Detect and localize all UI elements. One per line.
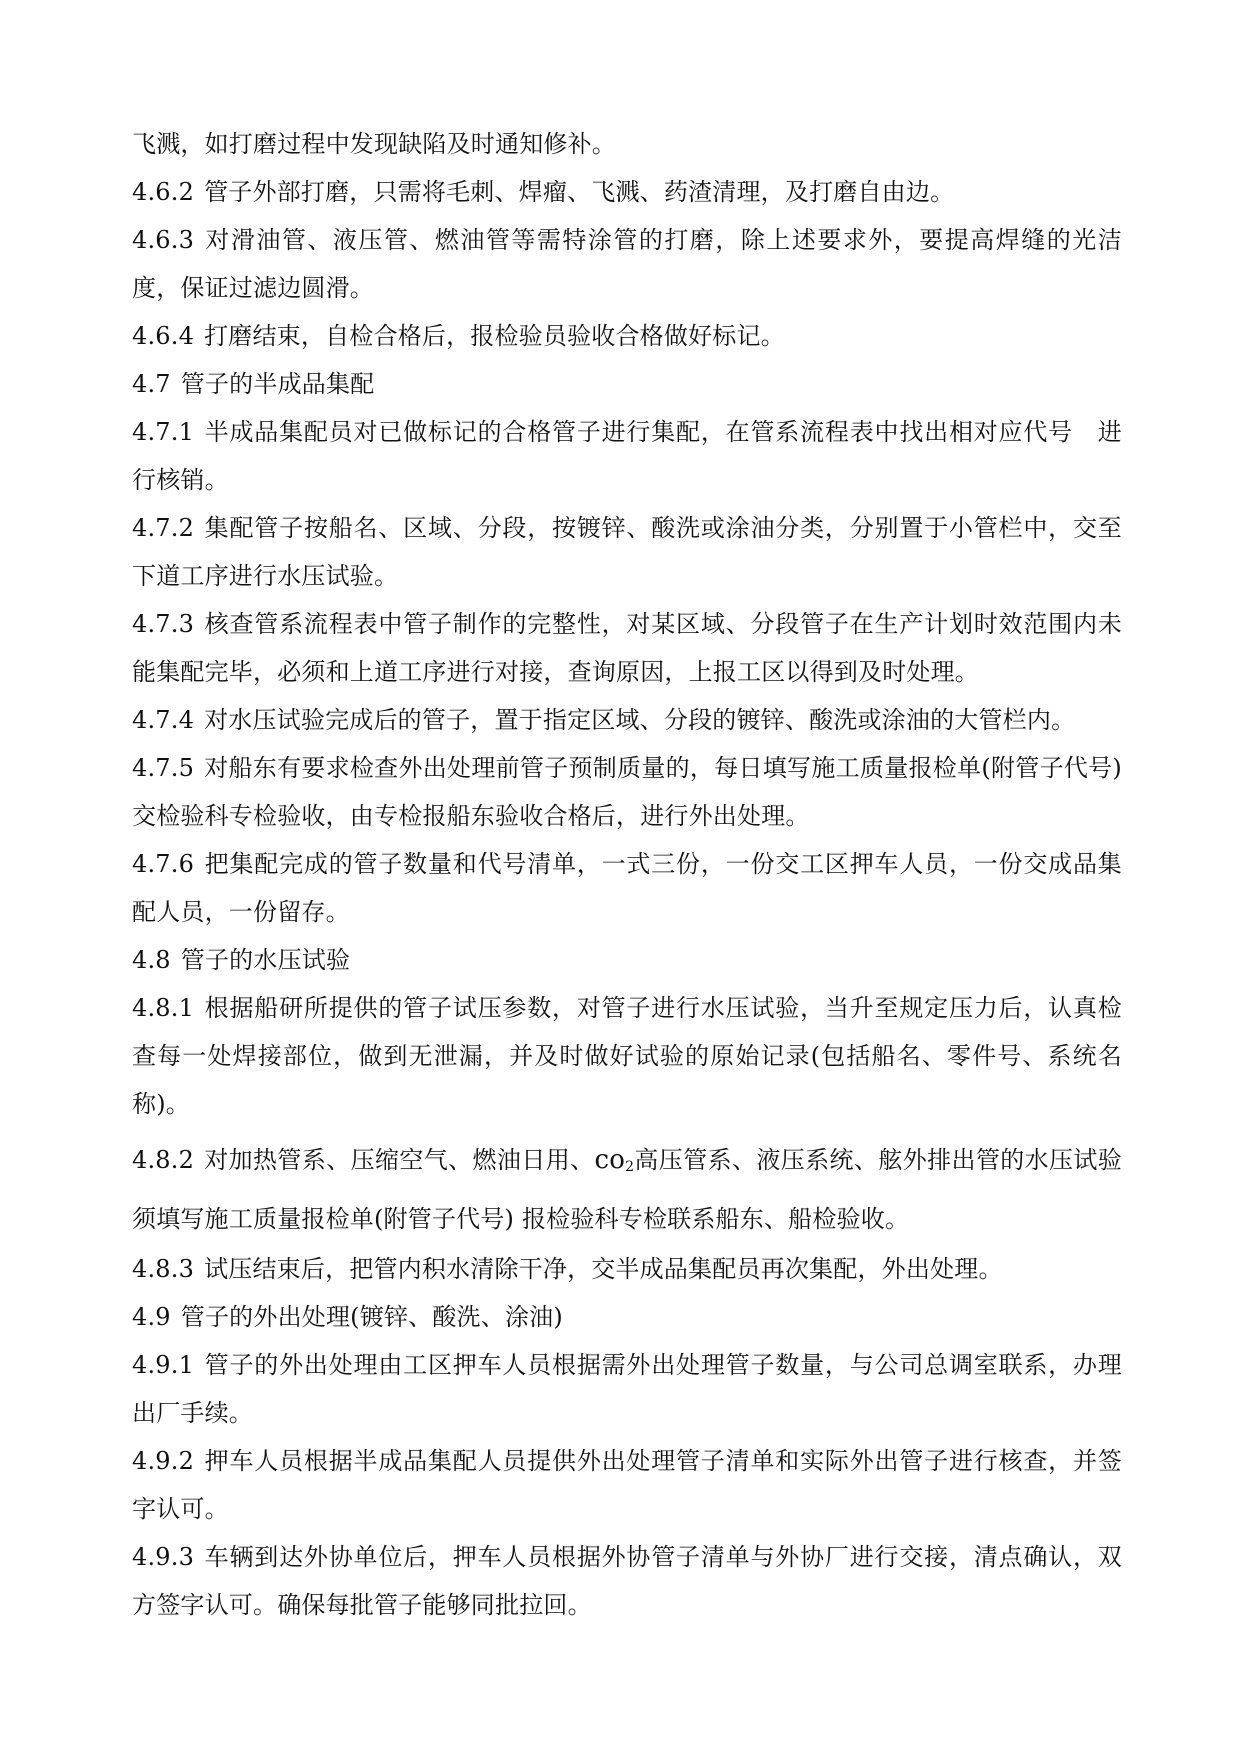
section-number: 4.9.2 [132,1447,195,1475]
section-heading: 管子的外出处理(镀锌、酸洗、涂油) [180,1303,563,1331]
paragraph-4-6-3 [132,216,1122,312]
paragraph-text: 对船东有要求检查外出处理前管子预制质量的，每日填写施工质量报检单(附管子代号)交检验科专检验收，由专检报船东验收合格后，进行外出处理。 [132,754,1122,830]
paragraph-4-8-2 [132,1134,1122,1245]
section-number: 4.9 [132,1303,171,1331]
document-body [132,120,1122,1629]
paragraph-text: 管子的外出处理由工区押车人员根据需外出处理管子数量，与公司总调室联系，办理出厂手续。 [132,1351,1122,1427]
section-number: 4.7.5 [132,754,195,782]
section-number: 4.6.2 [132,178,195,206]
paragraph-4-7-2 [132,504,1122,600]
paragraph-4-7-1 [132,408,1122,504]
section-heading: 管子的半成品集配 [180,370,375,398]
paragraph-text: 根据船研所提供的管子试压参数，对管子进行水压试验，当升至规定压力后，认真检查每一处焊接部位，做到无泄漏，并及时做好试验的原始记录(包括船名、零件号、系统名称)。 [132,994,1122,1118]
paragraph-text: 把集配完成的管子数量和代号清单，一式三份，一份交工区押车人员，一份交成品集配人员，一份留存。 [132,850,1122,926]
section-number: 4.6.3 [132,226,195,254]
co2-subscript: 2 [625,1159,635,1175]
paragraph-4-8-1 [132,984,1122,1128]
paragraph-4-6-4 [132,312,1122,360]
section-number: 4.9.1 [132,1351,195,1379]
paragraph-text: 车辆到达外协单位后，押车人员根据外协管子清单与外协厂进行交接，清点确认，双方签字认可。确保每批管子能够同批拉回。 [132,1543,1122,1619]
section-number: 4.9.3 [132,1543,195,1571]
section-heading: 管子的水压试验 [180,946,351,974]
section-number: 4.7.6 [132,850,195,878]
heading-4-9 [132,1293,1122,1341]
paragraph-4-9-1 [132,1341,1122,1437]
paragraph-4-7-5 [132,744,1122,840]
section-number: 4.6.4 [132,322,195,350]
section-number: 4.8.1 [132,994,195,1022]
section-number: 4.8.2 [132,1146,195,1174]
heading-4-7 [132,360,1122,408]
paragraph-text: 试压结束后，把管内积水清除干净，交半成品集配员再次集配，外出处理。 [204,1255,1003,1283]
heading-4-8 [132,936,1122,984]
paragraph-continuation [132,120,1122,168]
paragraph-4-6-2 [132,168,1122,216]
co2-text: co [594,1145,626,1175]
paragraph-text: 高压管系、液压系统、舷外排出管的水压试验须填写施工质量报检单(附管子代号) 报检验科专检联系船东、船检验收。 [132,1146,1123,1233]
paragraph-text: 飞溅，如打磨过程中发现缺陷及时通知修补。 [132,130,616,158]
paragraph-4-7-6 [132,840,1122,936]
section-number: 4.7.4 [132,706,195,734]
paragraph-text: 核查管系流程表中管子制作的完整性，对某区域、分段管子在生产计划时效范围内未能集配完毕，必须和上道工序进行对接，查询原因，上报工区以得到及时处理。 [132,610,1122,686]
paragraph-text: 管子外部打磨，只需将毛刺、焊瘤、飞溅、药渣清理，及打磨自由边。 [204,178,955,206]
paragraph-text: 集配管子按船名、区域、分段，按镀锌、酸洗或涂油分类，分别置于小管栏中，交至下道工序进行水压试验。 [132,514,1122,590]
paragraph-4-9-2 [132,1437,1122,1533]
paragraph-4-8-3 [132,1245,1122,1293]
paragraph-4-7-4 [132,696,1122,744]
paragraph-text: 押车人员根据半成品集配人员提供外出处理管子清单和实际外出管子进行核查，并签字认可。 [132,1447,1122,1523]
paragraph-text: 对加热管系、压缩空气、燃油日用、 [204,1146,595,1174]
section-number: 4.7.1 [132,418,195,446]
paragraph-text: 打磨结束，自检合格后，报检验员验收合格做好标记。 [204,322,785,350]
section-number: 4.8.3 [132,1255,195,1283]
section-number: 4.8 [132,946,171,974]
paragraph-text: 半成品集配员对已做标记的合格管子进行集配，在管系流程表中找出相对应代号 进行核销。 [132,418,1122,494]
section-number: 4.7.3 [132,610,195,638]
paragraph-4-7-3 [132,600,1122,696]
paragraph-text: 对水压试验完成后的管子，置于指定区域、分段的镀锌、酸洗或涂油的大管栏内。 [204,706,1076,734]
section-number: 4.7 [132,370,171,398]
section-number: 4.7.2 [132,514,195,542]
paragraph-text: 对滑油管、液压管、燃油管等需特涂管的打磨，除上述要求外，要提高焊缝的光洁度，保证过滤边圆滑。 [132,226,1122,302]
paragraph-4-9-3 [132,1533,1122,1629]
